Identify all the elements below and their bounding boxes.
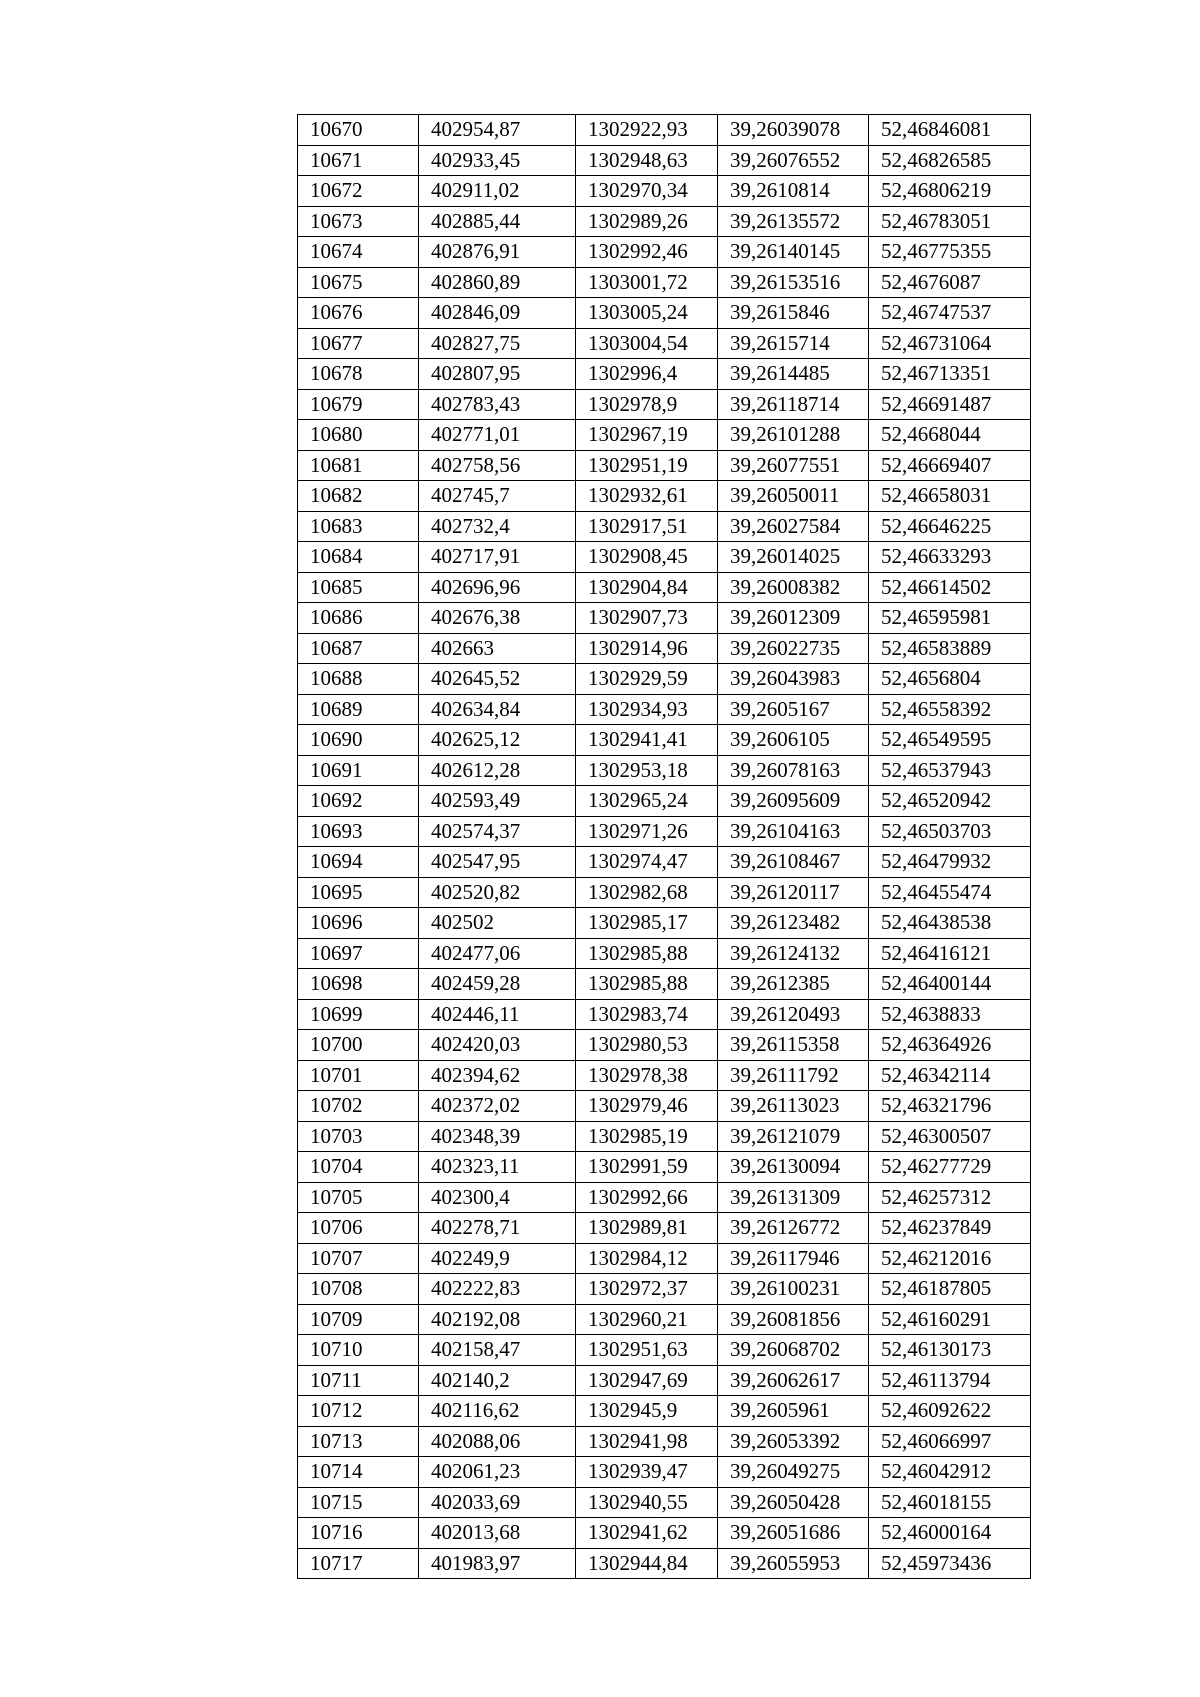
latitude-cell: 52,46321796: [869, 1091, 1031, 1122]
longitude-cell: 39,26051686: [718, 1518, 869, 1549]
table-row: [298, 1304, 1031, 1335]
table-row: [298, 511, 1031, 542]
y-coordinate-cell: 1302940,55: [576, 1487, 718, 1518]
y-coordinate-cell: 1302972,37: [576, 1274, 718, 1305]
x-coordinate-cell: 402827,75: [419, 328, 576, 359]
x-coordinate-cell: 402860,89: [419, 267, 576, 298]
table-row: [298, 1487, 1031, 1518]
longitude-cell: 39,2615714: [718, 328, 869, 359]
x-coordinate-cell: 402033,69: [419, 1487, 576, 1518]
y-coordinate-cell: 1303005,24: [576, 298, 718, 329]
y-coordinate-cell: 1303001,72: [576, 267, 718, 298]
latitude-cell: 52,46066997: [869, 1426, 1031, 1457]
latitude-cell: 52,46747537: [869, 298, 1031, 329]
latitude-cell: 52,46257312: [869, 1182, 1031, 1213]
point-number-cell: 10686: [298, 603, 419, 634]
longitude-cell: 39,26124132: [718, 938, 869, 969]
point-number-cell: 10710: [298, 1335, 419, 1366]
point-number-cell: 10692: [298, 786, 419, 817]
latitude-cell: 52,46669407: [869, 450, 1031, 481]
point-number-cell: 10683: [298, 511, 419, 542]
point-number-cell: 10697: [298, 938, 419, 969]
x-coordinate-cell: 402394,62: [419, 1060, 576, 1091]
point-number-cell: 10691: [298, 755, 419, 786]
longitude-cell: 39,26076552: [718, 145, 869, 176]
table-row: [298, 267, 1031, 298]
table-row: [298, 328, 1031, 359]
point-number-cell: 10702: [298, 1091, 419, 1122]
table-row: [298, 1182, 1031, 1213]
x-coordinate-cell: 402783,43: [419, 389, 576, 420]
latitude-cell: 52,46042912: [869, 1457, 1031, 1488]
table-row: [298, 877, 1031, 908]
x-coordinate-cell: 402745,7: [419, 481, 576, 512]
latitude-cell: 52,46520942: [869, 786, 1031, 817]
latitude-cell: 52,46277729: [869, 1152, 1031, 1183]
x-coordinate-cell: 402645,52: [419, 664, 576, 695]
longitude-cell: 39,26077551: [718, 450, 869, 481]
y-coordinate-cell: 1302941,62: [576, 1518, 718, 1549]
point-number-cell: 10679: [298, 389, 419, 420]
longitude-cell: 39,26039078: [718, 115, 869, 146]
x-coordinate-cell: 402116,62: [419, 1396, 576, 1427]
table-row: [298, 725, 1031, 756]
y-coordinate-cell: 1302985,88: [576, 938, 718, 969]
latitude-cell: 52,46364926: [869, 1030, 1031, 1061]
latitude-cell: 52,46846081: [869, 115, 1031, 146]
y-coordinate-cell: 1302974,47: [576, 847, 718, 878]
x-coordinate-cell: 402717,91: [419, 542, 576, 573]
point-number-cell: 10696: [298, 908, 419, 939]
y-coordinate-cell: 1302951,19: [576, 450, 718, 481]
longitude-cell: 39,2605167: [718, 694, 869, 725]
x-coordinate-cell: 401983,97: [419, 1548, 576, 1579]
longitude-cell: 39,26131309: [718, 1182, 869, 1213]
table-row: [298, 420, 1031, 451]
x-coordinate-cell: 402771,01: [419, 420, 576, 451]
latitude-cell: 52,46187805: [869, 1274, 1031, 1305]
latitude-cell: 52,46549595: [869, 725, 1031, 756]
point-number-cell: 10680: [298, 420, 419, 451]
y-coordinate-cell: 1302980,53: [576, 1030, 718, 1061]
table-row: [298, 1243, 1031, 1274]
x-coordinate-cell: 402732,4: [419, 511, 576, 542]
longitude-cell: 39,26121079: [718, 1121, 869, 1152]
point-number-cell: 10708: [298, 1274, 419, 1305]
point-number-cell: 10670: [298, 115, 419, 146]
point-number-cell: 10671: [298, 145, 419, 176]
latitude-cell: 52,4668044: [869, 420, 1031, 451]
x-coordinate-cell: 402459,28: [419, 969, 576, 1000]
y-coordinate-cell: 1302983,74: [576, 999, 718, 1030]
table-row: [298, 1457, 1031, 1488]
y-coordinate-cell: 1302914,96: [576, 633, 718, 664]
longitude-cell: 39,26117946: [718, 1243, 869, 1274]
x-coordinate-cell: 402846,09: [419, 298, 576, 329]
x-coordinate-cell: 402885,44: [419, 206, 576, 237]
y-coordinate-cell: 1302992,66: [576, 1182, 718, 1213]
table-row: [298, 969, 1031, 1000]
longitude-cell: 39,26115358: [718, 1030, 869, 1061]
x-coordinate-cell: 402634,84: [419, 694, 576, 725]
latitude-cell: 52,45973436: [869, 1548, 1031, 1579]
x-coordinate-cell: 402807,95: [419, 359, 576, 390]
y-coordinate-cell: 1302970,34: [576, 176, 718, 207]
x-coordinate-cell: 402323,11: [419, 1152, 576, 1183]
x-coordinate-cell: 402520,82: [419, 877, 576, 908]
longitude-cell: 39,26111792: [718, 1060, 869, 1091]
longitude-cell: 39,2615846: [718, 298, 869, 329]
x-coordinate-cell: 402758,56: [419, 450, 576, 481]
latitude-cell: 52,46130173: [869, 1335, 1031, 1366]
point-number-cell: 10705: [298, 1182, 419, 1213]
latitude-cell: 52,46633293: [869, 542, 1031, 573]
x-coordinate-cell: 402061,23: [419, 1457, 576, 1488]
latitude-cell: 52,46160291: [869, 1304, 1031, 1335]
latitude-cell: 52,46691487: [869, 389, 1031, 420]
point-number-cell: 10694: [298, 847, 419, 878]
y-coordinate-cell: 1302934,93: [576, 694, 718, 725]
longitude-cell: 39,26123482: [718, 908, 869, 939]
longitude-cell: 39,26055953: [718, 1548, 869, 1579]
table-row: [298, 633, 1031, 664]
table-row: [298, 1274, 1031, 1305]
table-row: [298, 938, 1031, 969]
latitude-cell: 52,46300507: [869, 1121, 1031, 1152]
table-row: [298, 1121, 1031, 1152]
longitude-cell: 39,26118714: [718, 389, 869, 420]
longitude-cell: 39,2614485: [718, 359, 869, 390]
latitude-cell: 52,46614502: [869, 572, 1031, 603]
x-coordinate-cell: 402663: [419, 633, 576, 664]
point-number-cell: 10715: [298, 1487, 419, 1518]
longitude-cell: 39,26049275: [718, 1457, 869, 1488]
x-coordinate-cell: 402676,38: [419, 603, 576, 634]
x-coordinate-cell: 402502: [419, 908, 576, 939]
latitude-cell: 52,46212016: [869, 1243, 1031, 1274]
y-coordinate-cell: 1302982,68: [576, 877, 718, 908]
table-row: [298, 481, 1031, 512]
coordinates-table-body: [298, 115, 1031, 1579]
y-coordinate-cell: 1302948,63: [576, 145, 718, 176]
latitude-cell: 52,46658031: [869, 481, 1031, 512]
x-coordinate-cell: 402933,45: [419, 145, 576, 176]
latitude-cell: 52,46558392: [869, 694, 1031, 725]
longitude-cell: 39,26120117: [718, 877, 869, 908]
table-row: [298, 145, 1031, 176]
longitude-cell: 39,26062617: [718, 1365, 869, 1396]
point-number-cell: 10685: [298, 572, 419, 603]
table-row: [298, 1091, 1031, 1122]
table-row: [298, 206, 1031, 237]
x-coordinate-cell: 402593,49: [419, 786, 576, 817]
point-number-cell: 10713: [298, 1426, 419, 1457]
longitude-cell: 39,26108467: [718, 847, 869, 878]
table-row: [298, 786, 1031, 817]
y-coordinate-cell: 1302904,84: [576, 572, 718, 603]
x-coordinate-cell: 402954,87: [419, 115, 576, 146]
longitude-cell: 39,26050011: [718, 481, 869, 512]
table-row: [298, 694, 1031, 725]
table-row: [298, 1396, 1031, 1427]
y-coordinate-cell: 1302991,59: [576, 1152, 718, 1183]
longitude-cell: 39,26050428: [718, 1487, 869, 1518]
y-coordinate-cell: 1302908,45: [576, 542, 718, 573]
point-number-cell: 10701: [298, 1060, 419, 1091]
latitude-cell: 52,46537943: [869, 755, 1031, 786]
longitude-cell: 39,26113023: [718, 1091, 869, 1122]
latitude-cell: 52,46342114: [869, 1060, 1031, 1091]
longitude-cell: 39,26022735: [718, 633, 869, 664]
x-coordinate-cell: 402300,4: [419, 1182, 576, 1213]
latitude-cell: 52,46416121: [869, 938, 1031, 969]
latitude-cell: 52,46000164: [869, 1518, 1031, 1549]
y-coordinate-cell: 1302907,73: [576, 603, 718, 634]
point-number-cell: 10700: [298, 1030, 419, 1061]
x-coordinate-cell: 402158,47: [419, 1335, 576, 1366]
x-coordinate-cell: 402249,9: [419, 1243, 576, 1274]
point-number-cell: 10695: [298, 877, 419, 908]
longitude-cell: 39,26104163: [718, 816, 869, 847]
table-row: [298, 1060, 1031, 1091]
longitude-cell: 39,26100231: [718, 1274, 869, 1305]
x-coordinate-cell: 402477,06: [419, 938, 576, 969]
y-coordinate-cell: 1302984,12: [576, 1243, 718, 1274]
latitude-cell: 52,46400144: [869, 969, 1031, 1000]
table-row: [298, 1152, 1031, 1183]
latitude-cell: 52,46503703: [869, 816, 1031, 847]
longitude-cell: 39,26043983: [718, 664, 869, 695]
y-coordinate-cell: 1302985,19: [576, 1121, 718, 1152]
y-coordinate-cell: 1302978,38: [576, 1060, 718, 1091]
longitude-cell: 39,26101288: [718, 420, 869, 451]
table-row: [298, 1518, 1031, 1549]
y-coordinate-cell: 1302989,26: [576, 206, 718, 237]
longitude-cell: 39,26095609: [718, 786, 869, 817]
longitude-cell: 39,2606105: [718, 725, 869, 756]
table-row: [298, 1548, 1031, 1579]
point-number-cell: 10717: [298, 1548, 419, 1579]
x-coordinate-cell: 402013,68: [419, 1518, 576, 1549]
y-coordinate-cell: 1302917,51: [576, 511, 718, 542]
y-coordinate-cell: 1302932,61: [576, 481, 718, 512]
latitude-cell: 52,46713351: [869, 359, 1031, 390]
y-coordinate-cell: 1302945,9: [576, 1396, 718, 1427]
table-row: [298, 542, 1031, 573]
x-coordinate-cell: 402192,08: [419, 1304, 576, 1335]
longitude-cell: 39,26081856: [718, 1304, 869, 1335]
latitude-cell: 52,46783051: [869, 206, 1031, 237]
y-coordinate-cell: 1302944,84: [576, 1548, 718, 1579]
y-coordinate-cell: 1302989,81: [576, 1213, 718, 1244]
y-coordinate-cell: 1302939,47: [576, 1457, 718, 1488]
y-coordinate-cell: 1302967,19: [576, 420, 718, 451]
point-number-cell: 10677: [298, 328, 419, 359]
point-number-cell: 10675: [298, 267, 419, 298]
table-row: [298, 1030, 1031, 1061]
longitude-cell: 39,26014025: [718, 542, 869, 573]
longitude-cell: 39,26012309: [718, 603, 869, 634]
y-coordinate-cell: 1302985,17: [576, 908, 718, 939]
point-number-cell: 10687: [298, 633, 419, 664]
x-coordinate-cell: 402696,96: [419, 572, 576, 603]
point-number-cell: 10704: [298, 1152, 419, 1183]
x-coordinate-cell: 402088,06: [419, 1426, 576, 1457]
y-coordinate-cell: 1302979,46: [576, 1091, 718, 1122]
latitude-cell: 52,46455474: [869, 877, 1031, 908]
y-coordinate-cell: 1302953,18: [576, 755, 718, 786]
table-row: [298, 1213, 1031, 1244]
x-coordinate-cell: 402911,02: [419, 176, 576, 207]
point-number-cell: 10706: [298, 1213, 419, 1244]
latitude-cell: 52,46775355: [869, 237, 1031, 268]
table-row: [298, 450, 1031, 481]
longitude-cell: 39,26008382: [718, 572, 869, 603]
y-coordinate-cell: 1302996,4: [576, 359, 718, 390]
point-number-cell: 10703: [298, 1121, 419, 1152]
point-number-cell: 10688: [298, 664, 419, 695]
table-row: [298, 755, 1031, 786]
latitude-cell: 52,46646225: [869, 511, 1031, 542]
y-coordinate-cell: 1302951,63: [576, 1335, 718, 1366]
x-coordinate-cell: 402547,95: [419, 847, 576, 878]
point-number-cell: 10707: [298, 1243, 419, 1274]
table-row: [298, 603, 1031, 634]
latitude-cell: 52,46438538: [869, 908, 1031, 939]
table-row: [298, 999, 1031, 1030]
point-number-cell: 10684: [298, 542, 419, 573]
latitude-cell: 52,46583889: [869, 633, 1031, 664]
x-coordinate-cell: 402612,28: [419, 755, 576, 786]
table-row: [298, 664, 1031, 695]
y-coordinate-cell: 1302965,24: [576, 786, 718, 817]
longitude-cell: 39,26068702: [718, 1335, 869, 1366]
x-coordinate-cell: 402420,03: [419, 1030, 576, 1061]
point-number-cell: 10711: [298, 1365, 419, 1396]
table-row: [298, 1426, 1031, 1457]
y-coordinate-cell: 1302971,26: [576, 816, 718, 847]
y-coordinate-cell: 1302992,46: [576, 237, 718, 268]
point-number-cell: 10709: [298, 1304, 419, 1335]
point-number-cell: 10681: [298, 450, 419, 481]
y-coordinate-cell: 1302941,41: [576, 725, 718, 756]
point-number-cell: 10693: [298, 816, 419, 847]
longitude-cell: 39,2612385: [718, 969, 869, 1000]
point-number-cell: 10716: [298, 1518, 419, 1549]
latitude-cell: 52,46731064: [869, 328, 1031, 359]
latitude-cell: 52,46595981: [869, 603, 1031, 634]
table-row: [298, 1335, 1031, 1366]
y-coordinate-cell: 1302941,98: [576, 1426, 718, 1457]
x-coordinate-cell: 402372,02: [419, 1091, 576, 1122]
point-number-cell: 10673: [298, 206, 419, 237]
table-row: [298, 176, 1031, 207]
table-row: [298, 1365, 1031, 1396]
longitude-cell: 39,2605961: [718, 1396, 869, 1427]
longitude-cell: 39,26120493: [718, 999, 869, 1030]
latitude-cell: 52,46826585: [869, 145, 1031, 176]
table-row: [298, 298, 1031, 329]
x-coordinate-cell: 402446,11: [419, 999, 576, 1030]
point-number-cell: 10682: [298, 481, 419, 512]
y-coordinate-cell: 1302985,88: [576, 969, 718, 1000]
y-coordinate-cell: 1302978,9: [576, 389, 718, 420]
latitude-cell: 52,4638833: [869, 999, 1031, 1030]
latitude-cell: 52,4676087: [869, 267, 1031, 298]
longitude-cell: 39,26053392: [718, 1426, 869, 1457]
y-coordinate-cell: 1303004,54: [576, 328, 718, 359]
latitude-cell: 52,46479932: [869, 847, 1031, 878]
y-coordinate-cell: 1302929,59: [576, 664, 718, 695]
x-coordinate-cell: 402222,83: [419, 1274, 576, 1305]
point-number-cell: 10714: [298, 1457, 419, 1488]
point-number-cell: 10690: [298, 725, 419, 756]
table-row: [298, 908, 1031, 939]
point-number-cell: 10676: [298, 298, 419, 329]
point-number-cell: 10699: [298, 999, 419, 1030]
table-row: [298, 389, 1031, 420]
x-coordinate-cell: 402625,12: [419, 725, 576, 756]
table-row: [298, 115, 1031, 146]
longitude-cell: 39,26126772: [718, 1213, 869, 1244]
longitude-cell: 39,26130094: [718, 1152, 869, 1183]
x-coordinate-cell: 402140,2: [419, 1365, 576, 1396]
x-coordinate-cell: 402278,71: [419, 1213, 576, 1244]
longitude-cell: 39,2610814: [718, 176, 869, 207]
x-coordinate-cell: 402876,91: [419, 237, 576, 268]
latitude-cell: 52,46018155: [869, 1487, 1031, 1518]
table-row: [298, 359, 1031, 390]
longitude-cell: 39,26027584: [718, 511, 869, 542]
latitude-cell: 52,46806219: [869, 176, 1031, 207]
y-coordinate-cell: 1302960,21: [576, 1304, 718, 1335]
point-number-cell: 10712: [298, 1396, 419, 1427]
longitude-cell: 39,26078163: [718, 755, 869, 786]
point-number-cell: 10698: [298, 969, 419, 1000]
latitude-cell: 52,46237849: [869, 1213, 1031, 1244]
table-row: [298, 816, 1031, 847]
x-coordinate-cell: 402348,39: [419, 1121, 576, 1152]
point-number-cell: 10672: [298, 176, 419, 207]
point-number-cell: 10674: [298, 237, 419, 268]
longitude-cell: 39,26140145: [718, 237, 869, 268]
longitude-cell: 39,26135572: [718, 206, 869, 237]
point-number-cell: 10689: [298, 694, 419, 725]
coordinates-table: [297, 114, 1031, 1579]
longitude-cell: 39,26153516: [718, 267, 869, 298]
latitude-cell: 52,46092622: [869, 1396, 1031, 1427]
latitude-cell: 52,46113794: [869, 1365, 1031, 1396]
table-row: [298, 572, 1031, 603]
y-coordinate-cell: 1302947,69: [576, 1365, 718, 1396]
x-coordinate-cell: 402574,37: [419, 816, 576, 847]
table-row: [298, 237, 1031, 268]
latitude-cell: 52,4656804: [869, 664, 1031, 695]
y-coordinate-cell: 1302922,93: [576, 115, 718, 146]
table-row: [298, 847, 1031, 878]
point-number-cell: 10678: [298, 359, 419, 390]
